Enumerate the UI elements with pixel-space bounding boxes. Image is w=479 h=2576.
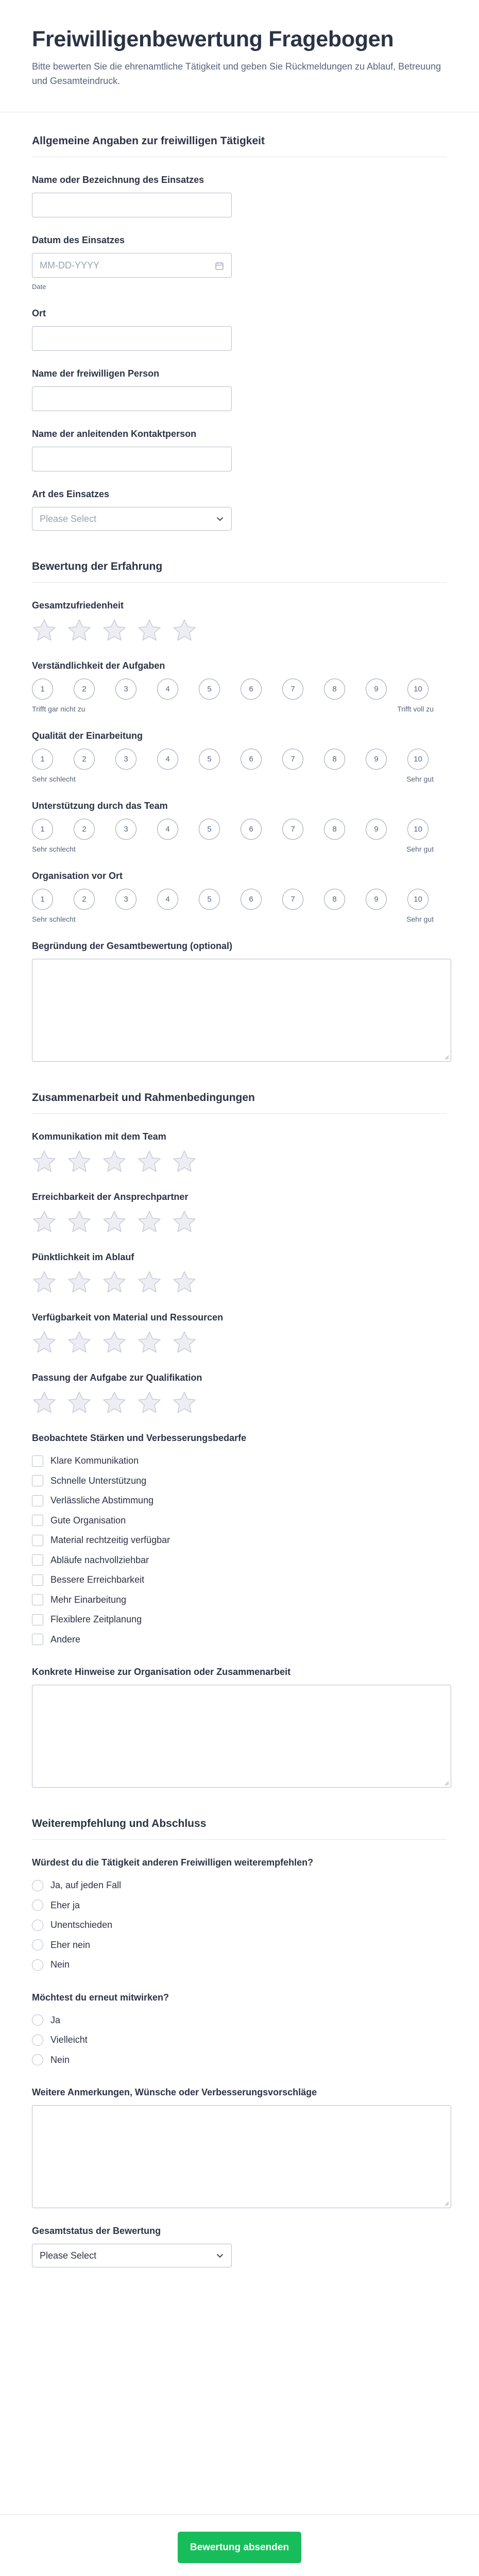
scale-option[interactable]: 8 — [324, 679, 345, 700]
scale-option[interactable]: 6 — [241, 749, 262, 770]
field-label: Name oder Bezeichnung des Einsatzes — [32, 175, 204, 185]
radio-option[interactable] — [32, 1895, 447, 1916]
form-body — [0, 135, 479, 2267]
star-rating — [32, 1330, 447, 1355]
question-puenktlichkeit — [32, 1252, 447, 1295]
star-icon[interactable] — [32, 1149, 57, 1174]
section-allgemeine-angaben — [32, 135, 447, 531]
chevron-down-icon — [216, 515, 224, 523]
question-gesamtstatus — [32, 2226, 447, 2267]
section-weiterempfehlung — [32, 1818, 447, 2267]
scale-option[interactable]: 4 — [157, 679, 178, 700]
scale-high-label: Sehr gut — [406, 915, 434, 924]
star-icon[interactable] — [102, 1149, 127, 1174]
scale-option[interactable]: 6 — [241, 889, 262, 910]
checkbox-label: Andere — [50, 1634, 81, 1645]
checkbox-option[interactable] — [32, 1451, 447, 1471]
star-rating — [32, 618, 447, 643]
radio-group — [32, 1875, 447, 1975]
checkbox-option[interactable] — [32, 1590, 447, 1610]
field-label: Beobachtete Stärken und Verbesserungsbedarfe — [32, 1433, 247, 1444]
field-label: Konkrete Hinweise zur Organisation oder Zusammenarbeit — [32, 1667, 291, 1677]
question-einarbeitung — [32, 731, 447, 783]
datum-sublabel: Date — [32, 283, 46, 291]
question-verstaendlichkeit — [32, 660, 447, 713]
submit-button[interactable]: Bewertung absenden — [178, 2532, 301, 2563]
star-rating — [32, 1270, 447, 1295]
radio-group — [32, 2010, 447, 2070]
section-zusammenarbeit — [32, 1092, 447, 1788]
section-title: Zusammenarbeit und Rahmenbedingungen — [32, 1092, 447, 1114]
radio-option[interactable] — [32, 1955, 447, 1975]
question-hinweise — [32, 1667, 447, 1788]
scale-option[interactable]: 7 — [282, 889, 303, 910]
section-title: Allgemeine Angaben zur freiwilligen Tätigkeit — [32, 135, 447, 157]
checkbox-option[interactable] — [32, 1530, 447, 1550]
checkbox[interactable] — [32, 1614, 43, 1625]
star-icon[interactable] — [102, 1330, 127, 1355]
checkbox-label: Bessere Erreichbarkeit — [50, 1574, 145, 1585]
scale-high-label: Trifft voll zu — [397, 705, 434, 714]
scale-option[interactable]: 5 — [199, 819, 220, 840]
checkbox[interactable] — [32, 1515, 43, 1526]
field-label: Passung der Aufgabe zur Qualifikation — [32, 1372, 202, 1383]
scale-option[interactable]: 1 — [32, 749, 53, 770]
star-icon[interactable] — [67, 618, 92, 643]
star-icon[interactable] — [32, 1391, 57, 1415]
question-kommunikation — [32, 1131, 447, 1174]
star-icon[interactable] — [137, 1330, 162, 1355]
radio[interactable] — [32, 2014, 43, 2026]
checkbox-option[interactable] — [32, 1550, 447, 1570]
star-icon[interactable] — [67, 1391, 92, 1415]
scale-option[interactable]: 3 — [115, 749, 136, 770]
scale-labels — [32, 845, 434, 853]
question-unterstuetzung — [32, 801, 447, 853]
field-label: Weitere Anmerkungen, Wünsche oder Verbesserungsvorschläge — [32, 2087, 317, 2098]
scale-option[interactable]: 8 — [324, 819, 345, 840]
radio-option[interactable] — [32, 1915, 447, 1935]
scale-low-label: Sehr schlecht — [32, 775, 76, 784]
radio-label: Unentschieden — [50, 1920, 113, 1930]
scale-option[interactable]: 6 — [241, 819, 262, 840]
field-label: Begründung der Gesamtbewertung (optional) — [32, 941, 233, 952]
scale-low-label: Sehr schlecht — [32, 915, 76, 924]
field-label: Gesamtstatus der Bewertung — [32, 2226, 161, 2236]
einsatz-name-input[interactable] — [32, 193, 232, 217]
scale-option[interactable]: 5 — [199, 889, 220, 910]
radio-label: Vielleicht — [50, 2035, 88, 2045]
question-staerken — [32, 1433, 447, 1649]
radio-label: Ja, auf jeden Fall — [50, 1880, 122, 1891]
star-icon[interactable] — [172, 1270, 197, 1295]
radio[interactable] — [32, 2054, 43, 2065]
radio-option[interactable] — [32, 2010, 447, 2030]
scale-labels — [32, 915, 434, 923]
scale-option[interactable]: 2 — [74, 819, 95, 840]
checkbox-label: Klare Kommunikation — [50, 1455, 139, 1466]
checkbox[interactable] — [32, 1455, 43, 1467]
scale-option[interactable]: 5 — [199, 679, 220, 700]
star-icon[interactable] — [137, 1149, 162, 1174]
scale-option[interactable]: 8 — [324, 749, 345, 770]
star-icon[interactable] — [32, 1330, 57, 1355]
scale-option[interactable]: 6 — [241, 679, 262, 700]
radio[interactable] — [32, 1959, 43, 1971]
checkbox-option[interactable] — [32, 1609, 447, 1630]
star-icon[interactable] — [67, 1210, 92, 1234]
checkbox-label: Verlässliche Abstimmung — [50, 1495, 154, 1506]
section-title: Bewertung der Erfahrung — [32, 561, 447, 583]
star-icon[interactable] — [137, 618, 162, 643]
scale-option[interactable]: 2 — [74, 889, 95, 910]
star-icon[interactable] — [67, 1270, 92, 1295]
scale-high-label: Sehr gut — [406, 775, 434, 784]
checkbox[interactable] — [32, 1554, 43, 1566]
freiwillige-person-input[interactable] — [32, 386, 232, 411]
field-label: Ort — [32, 308, 46, 319]
scale-rating — [32, 889, 454, 910]
scale-option[interactable]: 7 — [282, 819, 303, 840]
scale-option[interactable]: 9 — [366, 679, 387, 700]
checkbox-label: Material rechtzeitig verfügbar — [50, 1535, 170, 1546]
resize-grip-icon[interactable] — [444, 1055, 449, 1060]
field-label: Organisation vor Ort — [32, 871, 123, 882]
scale-option[interactable]: 2 — [74, 679, 95, 700]
question-mitwirken — [32, 1992, 447, 2070]
star-icon[interactable] — [32, 618, 57, 643]
scale-low-label: Trifft gar nicht zu — [32, 705, 85, 714]
star-rating — [32, 1210, 447, 1234]
field-label: Name der anleitenden Kontaktperson — [32, 429, 197, 439]
gesamtstatus-select-value: Please Select — [40, 2250, 97, 2261]
question-erreichbarkeit — [32, 1192, 447, 1234]
question-einsatz — [32, 175, 447, 217]
art-select[interactable] — [32, 507, 232, 531]
star-icon[interactable] — [102, 1270, 127, 1295]
scale-option[interactable]: 9 — [366, 889, 387, 910]
star-icon[interactable] — [137, 1270, 162, 1295]
star-icon[interactable] — [102, 1391, 127, 1415]
scale-option[interactable]: 7 — [282, 749, 303, 770]
art-select-value: Please Select — [40, 513, 97, 524]
checkbox[interactable] — [32, 1475, 43, 1486]
radio[interactable] — [32, 1939, 43, 1951]
scale-option[interactable]: 3 — [115, 819, 136, 840]
scale-low-label: Sehr schlecht — [32, 845, 76, 854]
scale-labels — [32, 775, 434, 783]
radio-option[interactable] — [32, 2050, 447, 2070]
scale-option[interactable]: 4 — [157, 819, 178, 840]
star-icon[interactable] — [172, 1149, 197, 1174]
scale-rating — [32, 679, 454, 700]
field-label: Art des Einsatzes — [32, 489, 110, 500]
checkbox-option[interactable] — [32, 1570, 447, 1590]
form-header — [0, 0, 479, 112]
radio-label: Eher nein — [50, 1939, 91, 1950]
scale-option[interactable]: 3 — [115, 679, 136, 700]
star-icon[interactable] — [102, 1210, 127, 1234]
star-icon[interactable] — [137, 1391, 162, 1415]
scale-option[interactable]: 1 — [32, 819, 53, 840]
star-icon[interactable] — [172, 618, 197, 643]
scale-high-label: Sehr gut — [406, 845, 434, 854]
checkbox[interactable] — [32, 1535, 43, 1546]
question-datum — [32, 235, 447, 291]
checkbox-option[interactable] — [32, 1630, 447, 1650]
field-label: Pünktlichkeit im Ablauf — [32, 1252, 134, 1263]
star-icon[interactable] — [172, 1391, 197, 1415]
checkbox[interactable] — [32, 1594, 43, 1605]
star-icon[interactable] — [67, 1330, 92, 1355]
scale-option[interactable]: 2 — [74, 749, 95, 770]
radio-option[interactable] — [32, 2030, 447, 2050]
star-icon[interactable] — [32, 1270, 57, 1295]
question-art — [32, 489, 447, 531]
question-organisation — [32, 871, 447, 923]
checkbox[interactable] — [32, 1574, 43, 1586]
checkbox[interactable] — [32, 1634, 43, 1645]
question-anmerkungen — [32, 2087, 447, 2208]
scale-option[interactable]: 10 — [407, 749, 429, 770]
checkbox-label: Flexiblere Zeitplanung — [50, 1614, 142, 1625]
radio-label: Nein — [50, 2054, 70, 2065]
field-label: Möchtest du erneut mitwirken? — [32, 1992, 169, 2003]
anmerkungen-textarea[interactable] — [32, 2105, 451, 2208]
field-label: Verständlichkeit der Aufgaben — [32, 660, 165, 671]
scale-option[interactable]: 1 — [32, 679, 53, 700]
radio[interactable] — [32, 1920, 43, 1931]
field-label: Würdest du die Tätigkeit anderen Freiwilligen weiterempfehlen? — [32, 1857, 314, 1868]
field-label: Erreichbarkeit der Ansprechpartner — [32, 1192, 189, 1202]
hinweise-textarea[interactable] — [32, 1685, 451, 1788]
field-label: Datum des Einsatzes — [32, 235, 125, 246]
scale-option[interactable]: 4 — [157, 749, 178, 770]
scale-labels — [32, 705, 434, 713]
radio-label: Ja — [50, 2014, 61, 2025]
radio-option[interactable] — [32, 1875, 447, 1895]
checkbox-option[interactable] — [32, 1511, 447, 1531]
star-icon[interactable] — [172, 1330, 197, 1355]
resize-grip-icon[interactable] — [444, 2201, 449, 2206]
datum-placeholder: MM-DD-YYYY — [40, 260, 99, 270]
chevron-down-icon — [216, 2251, 224, 2260]
star-rating — [32, 1391, 447, 1415]
star-icon[interactable] — [102, 618, 127, 643]
scale-option[interactable]: 7 — [282, 679, 303, 700]
begruendung-textarea[interactable] — [32, 959, 451, 1062]
radio-label: Eher ja — [50, 1900, 80, 1910]
checkbox-option[interactable] — [32, 1471, 447, 1491]
question-empfehlung — [32, 1857, 447, 1975]
checkbox-label: Gute Organisation — [50, 1515, 126, 1526]
radio[interactable] — [32, 2035, 43, 2046]
star-icon[interactable] — [67, 1149, 92, 1174]
scale-option[interactable]: 9 — [366, 819, 387, 840]
ort-input[interactable] — [32, 326, 232, 351]
question-kontakt — [32, 429, 447, 471]
question-qualifikation — [32, 1372, 447, 1415]
checkbox-label: Schnelle Unterstützung — [50, 1475, 147, 1486]
page-description: Bitte bewerten Sie die ehrenamtliche Tätigkeit und geben Sie Rückmeldungen zu Ablauf, Betreuung und Gesamteindruck. — [32, 61, 441, 87]
checkbox[interactable] — [32, 1495, 43, 1506]
section-bewertung — [32, 561, 447, 1062]
checkbox-option[interactable] — [32, 1490, 447, 1511]
page-title: Freiwilligenbewertung Fragebogen — [32, 27, 394, 52]
radio-option[interactable] — [32, 1935, 447, 1955]
question-material — [32, 1312, 447, 1355]
scale-rating — [32, 819, 454, 840]
question-person — [32, 368, 447, 411]
radio[interactable] — [32, 1880, 43, 1891]
star-icon[interactable] — [172, 1210, 197, 1234]
scale-option[interactable]: 3 — [115, 889, 136, 910]
scale-option[interactable]: 10 — [407, 679, 429, 700]
question-begruendung — [32, 941, 447, 1062]
question-ort — [32, 308, 447, 351]
question-gesamtzufriedenheit — [32, 600, 447, 643]
kontaktperson-input[interactable] — [32, 447, 232, 471]
checkbox-label: Mehr Einarbeitung — [50, 1594, 127, 1605]
field-label: Unterstützung durch das Team — [32, 801, 168, 811]
scale-option[interactable]: 9 — [366, 749, 387, 770]
gesamtstatus-select[interactable] — [32, 2244, 232, 2267]
calendar-icon[interactable] — [215, 261, 224, 270]
scale-option[interactable]: 8 — [324, 889, 345, 910]
section-title: Weiterempfehlung und Abschluss — [32, 1818, 447, 1840]
checkbox-label: Abläufe nachvollziehbar — [50, 1554, 149, 1565]
form-footer — [0, 2514, 479, 2576]
field-label: Gesamtzufriedenheit — [32, 600, 124, 611]
scale-option[interactable]: 5 — [199, 749, 220, 770]
scale-option[interactable]: 1 — [32, 889, 53, 910]
scale-option[interactable]: 10 — [407, 819, 429, 840]
field-label: Verfügbarkeit von Material und Ressourcen — [32, 1312, 224, 1323]
field-label: Qualität der Einarbeitung — [32, 731, 143, 741]
scale-rating — [32, 749, 454, 770]
star-icon[interactable] — [137, 1210, 162, 1234]
checkbox-group — [32, 1451, 447, 1649]
scale-option[interactable]: 4 — [157, 889, 178, 910]
radio-label: Nein — [50, 1959, 70, 1970]
star-icon[interactable] — [32, 1210, 57, 1234]
field-label: Kommunikation mit dem Team — [32, 1131, 166, 1142]
radio[interactable] — [32, 1900, 43, 1911]
datum-input[interactable] — [32, 253, 232, 278]
field-label: Name der freiwilligen Person — [32, 368, 160, 379]
resize-grip-icon[interactable] — [444, 1781, 449, 1786]
scale-option[interactable]: 10 — [407, 889, 429, 910]
star-rating — [32, 1149, 447, 1174]
